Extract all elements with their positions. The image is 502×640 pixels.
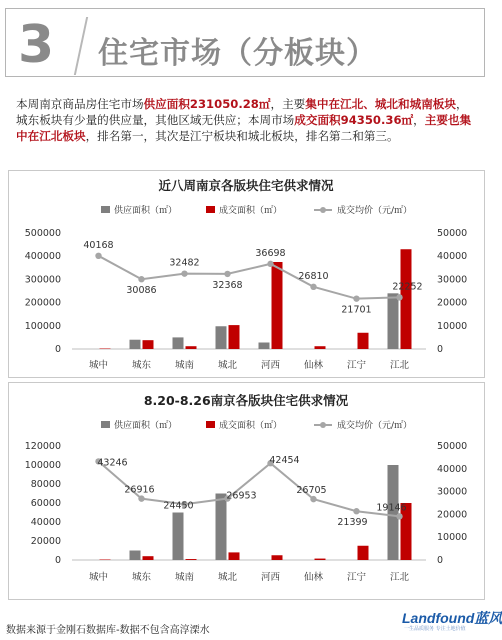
price-point: [396, 513, 402, 519]
y-right-tick-label: 0: [437, 344, 444, 355]
price-data-label: 21399: [337, 517, 368, 529]
bar-supply: [173, 513, 184, 561]
price-point: [138, 495, 144, 501]
x-category-label: 城北: [217, 360, 238, 371]
price-data-label: 24450: [163, 500, 194, 512]
brand-logo-tagline: 一生品质服务 专注土地价值: [404, 626, 466, 632]
y-left-tick-label: 100000: [24, 320, 61, 332]
price-point: [310, 284, 316, 290]
bar-deal: [229, 325, 240, 349]
price-data-label: 19146: [376, 502, 407, 514]
price-data-label: 40168: [83, 239, 114, 251]
legend-supply: [101, 204, 177, 216]
intro-text-3: ，城东板块有少量的供应量，其他区域无供应；本周市场: [16, 97, 468, 127]
price-data-label: 43246: [97, 457, 128, 469]
legend-price-label: 成交均价（元/㎡）: [337, 206, 413, 216]
price-point: [138, 276, 144, 282]
price-point: [396, 294, 402, 300]
bar-supply: [173, 337, 184, 349]
x-category-label: 城东: [131, 360, 152, 371]
y-left-tick-label: 300000: [24, 274, 61, 286]
price-data-label: 30086: [126, 285, 157, 297]
x-category-label: 城东: [131, 572, 152, 583]
bar-supply: [130, 551, 141, 561]
legend-deal-label: 成交面积（㎡）: [219, 206, 283, 216]
y-right-tick-label: 50000: [437, 441, 468, 452]
intro-text-5: ，排名第一，其次是江宁板块和城北板块，排名第二和第三。: [85, 129, 399, 143]
price-data-label: 21701: [341, 304, 372, 316]
legend-price-label: 成交均价（元/㎡）: [337, 421, 413, 431]
chart-weekly: [9, 383, 484, 599]
bar-supply: [216, 326, 227, 349]
bar-deal: [229, 552, 240, 560]
price-point: [267, 261, 273, 267]
y-right-tick-label: 40000: [437, 251, 468, 263]
price-data-label: 26810: [298, 270, 329, 282]
y-left-tick-label: 120000: [24, 441, 61, 452]
section-number: 3: [18, 15, 56, 75]
y-left-tick-label: 80000: [30, 479, 61, 490]
intro-text-4: ，: [413, 113, 425, 127]
legend-deal: [206, 419, 282, 431]
price-data-label: 42454: [269, 455, 300, 467]
legend-price: [314, 419, 412, 431]
bar-deal: [272, 262, 283, 349]
y-left-tick-label: 60000: [30, 498, 61, 509]
legend-deal-label: 成交面积（㎡）: [219, 421, 283, 431]
section-title: 住宅市场（分板块）: [98, 36, 377, 71]
x-category-label: 江宁: [346, 360, 367, 371]
x-category-label: 城中: [88, 572, 109, 583]
section-header: [5, 8, 485, 77]
x-category-label: 江北: [389, 360, 410, 371]
chart-title: 近八周南京各版块住宅供求情况: [158, 178, 334, 193]
price-data-label: 32368: [212, 279, 243, 291]
legend-deal: [206, 204, 282, 216]
x-category-label: 河西: [260, 360, 281, 371]
bar-supply: [388, 293, 399, 349]
legend-supply: [101, 419, 177, 431]
legend-deal-swatch: [206, 421, 215, 428]
price-data-label: 36698: [255, 247, 286, 259]
data-source-note: 数据来源于金刚石数据库-数据不包含高淳溧水: [6, 625, 210, 636]
intro-text-2: ，主要: [270, 97, 306, 111]
y-right-tick-label: 10000: [437, 320, 468, 332]
legend-price-swatch-marker: [320, 422, 326, 428]
bar-deal: [186, 346, 197, 349]
header-divider: [74, 17, 88, 75]
bar-deal: [272, 555, 283, 560]
chart-eight-weeks: [9, 171, 484, 377]
intro-highlight-supply-areas: 集中在江北、城北和城南板块: [305, 97, 456, 111]
brand-logo-text: Landfound蓝风: [402, 610, 502, 626]
bar-supply: [130, 340, 141, 349]
price-point: [353, 295, 359, 301]
intro-paragraph: [16, 96, 476, 144]
y-left-tick-label: 0: [54, 555, 61, 566]
chart-panel-eight-weeks: [8, 170, 485, 378]
bar-deal: [358, 546, 369, 560]
x-category-label: 江北: [389, 572, 410, 583]
legend-supply-label: 供应面积（㎡）: [114, 421, 178, 431]
x-category-label: 河西: [260, 572, 281, 583]
legend-supply-swatch: [101, 421, 110, 428]
chart-panel-weekly: [8, 382, 485, 600]
x-category-label: 江宁: [346, 572, 367, 583]
x-category-label: 城南: [174, 572, 195, 583]
intro-highlight-supply: 供应面积231050.28㎡: [143, 97, 271, 111]
legend-supply-label: 供应面积（㎡）: [114, 206, 178, 216]
x-category-label: 城中: [88, 360, 109, 371]
y-right-tick-label: 10000: [437, 532, 468, 544]
intro-text-1: 本周南京商品房住宅市场: [16, 97, 144, 111]
legend-price-swatch-marker: [320, 207, 326, 213]
y-left-tick-label: 20000: [30, 536, 61, 547]
price-point: [95, 253, 101, 259]
bar-deal: [315, 346, 326, 349]
chart-title: 8.20-8.26南京各版块住宅供求情况: [143, 393, 349, 408]
price-data-label: 22252: [392, 281, 423, 293]
y-left-tick-label: 500000: [24, 228, 61, 239]
legend-deal-swatch: [206, 206, 215, 213]
bar-supply: [216, 494, 227, 561]
y-left-tick-label: 200000: [24, 297, 61, 309]
x-category-label: 城北: [217, 572, 238, 583]
price-data-label: 32482: [169, 257, 200, 269]
y-left-tick-label: 400000: [24, 251, 61, 263]
y-left-tick-label: 0: [54, 344, 61, 355]
bar-supply: [259, 343, 270, 349]
y-right-tick-label: 20000: [437, 297, 468, 309]
legend-supply-swatch: [101, 206, 110, 213]
brand-logo: [402, 608, 502, 636]
y-right-tick-label: 40000: [437, 463, 468, 475]
price-data-label: 26916: [124, 484, 155, 496]
legend-price: [314, 204, 412, 216]
x-category-label: 城南: [174, 360, 195, 371]
price-point: [181, 270, 187, 276]
price-point: [224, 271, 230, 277]
bar-deal: [315, 559, 326, 560]
bar-deal: [143, 556, 154, 560]
price-point: [310, 496, 316, 502]
intro-highlight-deal: 成交面积94350.36㎡: [294, 113, 414, 127]
y-right-tick-label: 0: [437, 555, 444, 566]
y-right-tick-label: 20000: [437, 509, 468, 521]
y-right-tick-label: 30000: [437, 486, 468, 498]
bar-deal: [358, 333, 369, 349]
intro-highlight-deal-area: 主要也集中在江北板块: [16, 113, 472, 143]
x-category-label: 仙林: [303, 360, 324, 371]
y-right-tick-label: 50000: [437, 228, 468, 239]
price-data-label: 26953: [226, 490, 257, 502]
y-right-tick-label: 30000: [437, 274, 468, 286]
x-category-label: 仙林: [303, 572, 324, 583]
price-data-label: 26705: [296, 485, 327, 497]
y-left-tick-label: 100000: [24, 460, 61, 471]
y-left-tick-label: 40000: [30, 517, 61, 528]
price-point: [353, 508, 359, 514]
bar-deal: [186, 559, 197, 560]
bar-deal: [143, 340, 154, 349]
